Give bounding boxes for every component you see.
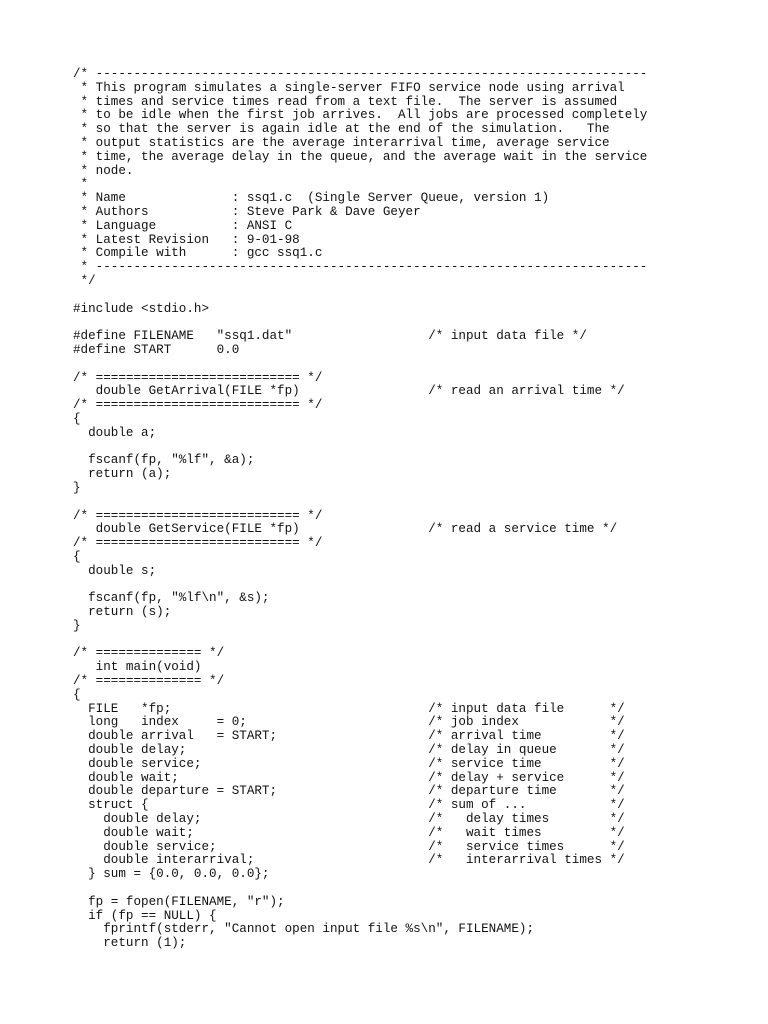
code-line: fprintf(stderr, "Cannot open input file %s\n", FILENAME);: [73, 922, 535, 937]
code-line: /* =========================== */: [73, 398, 323, 413]
code-line: * Authors : Steve Park & Dave Geyer: [73, 204, 421, 219]
code-line: double interarrival; /* interarrival times */: [73, 853, 625, 868]
code-line: [73, 882, 647, 896]
code-line: double GetArrival(FILE *fp) /* read an arrival time */: [73, 384, 625, 399]
code-line: /* =========================== */: [73, 536, 323, 551]
code-line: *: [73, 177, 89, 192]
code-line: /* ============== */: [73, 674, 225, 689]
code-line: * Latest Revision : 9-01-98: [73, 232, 300, 247]
code-line: double delay; /* delay times */: [73, 812, 625, 827]
code-line: * to be idle when the first job arrives. All jobs are processed completely: [73, 108, 648, 123]
code-line: * output statistics are the average interarrival time, average service: [73, 135, 610, 150]
code-line: double service; /* service times */: [73, 839, 625, 854]
code-line: [73, 634, 647, 648]
code-line: [73, 578, 647, 592]
code-line: struct { /* sum of ... */: [73, 798, 625, 813]
code-line: {: [73, 411, 81, 426]
code-line: * This program simulates a single-server FIFO service node using arrival: [73, 80, 625, 95]
code-line: return (a);: [73, 467, 172, 482]
code-line: #define START 0.0: [73, 342, 240, 357]
code-line: {: [73, 687, 81, 702]
code-line: * Language : ANSI C: [73, 218, 293, 233]
code-line: #define FILENAME "ssq1.dat" /* input data file */: [73, 329, 587, 344]
code-line: long index = 0; /* job index */: [73, 715, 625, 730]
code-line: double service; /* service time */: [73, 756, 625, 771]
code-line: /* ============== */: [73, 646, 225, 661]
code-line: #include <stdio.h>: [73, 301, 210, 316]
code-line: double wait; /* delay + service */: [73, 770, 625, 785]
code-line: [73, 358, 647, 372]
code-line: fscanf(fp, "%lf\n", &s);: [73, 591, 270, 606]
code-line: int main(void): [73, 660, 202, 675]
code-line: * Compile with : gcc ssq1.c: [73, 246, 323, 261]
source-code-listing: [73, 68, 647, 951]
code-line: }: [73, 480, 81, 495]
code-line: /* =========================== */: [73, 370, 323, 385]
code-line: /* -------------------------------------------------------------------------: [73, 67, 648, 81]
code-line: [73, 316, 647, 330]
code-line: FILE *fp; /* input data file */: [73, 701, 625, 716]
code-line: double delay; /* delay in queue */: [73, 743, 625, 758]
code-line: fscanf(fp, "%lf", &a);: [73, 453, 255, 468]
code-line: * time, the average delay in the queue, and the average wait in the service: [73, 149, 648, 164]
code-line: {: [73, 549, 81, 564]
code-line: double departure = START; /* departure time */: [73, 784, 625, 799]
code-line: double a;: [73, 425, 157, 440]
code-line: * node.: [73, 163, 134, 178]
code-line: /* =========================== */: [73, 508, 323, 523]
code-line: double GetService(FILE *fp) /* read a service time */: [73, 522, 618, 537]
code-line: [73, 496, 647, 510]
code-line: return (s);: [73, 605, 172, 620]
code-line: double arrival = START; /* arrival time */: [73, 729, 625, 744]
code-line: if (fp == NULL) {: [73, 908, 217, 923]
code-line: * so that the server is again idle at the end of the simulation. The: [73, 122, 610, 137]
code-line: * -------------------------------------------------------------------------: [73, 260, 648, 275]
code-line: [73, 441, 647, 455]
code-line: */: [73, 273, 96, 288]
code-line: * Name : ssq1.c (Single Server Queue, version 1): [73, 191, 550, 206]
code-line: * times and service times read from a text file. The server is assumed: [73, 94, 618, 109]
code-line: double s;: [73, 563, 157, 578]
code-line: fp = fopen(FILENAME, "r");: [73, 894, 285, 909]
code-line: double wait; /* wait times */: [73, 825, 625, 840]
code-line: } sum = {0.0, 0.0, 0.0};: [73, 867, 270, 882]
code-line: return (1);: [73, 936, 187, 951]
code-line: }: [73, 618, 81, 633]
code-line: [73, 289, 647, 303]
